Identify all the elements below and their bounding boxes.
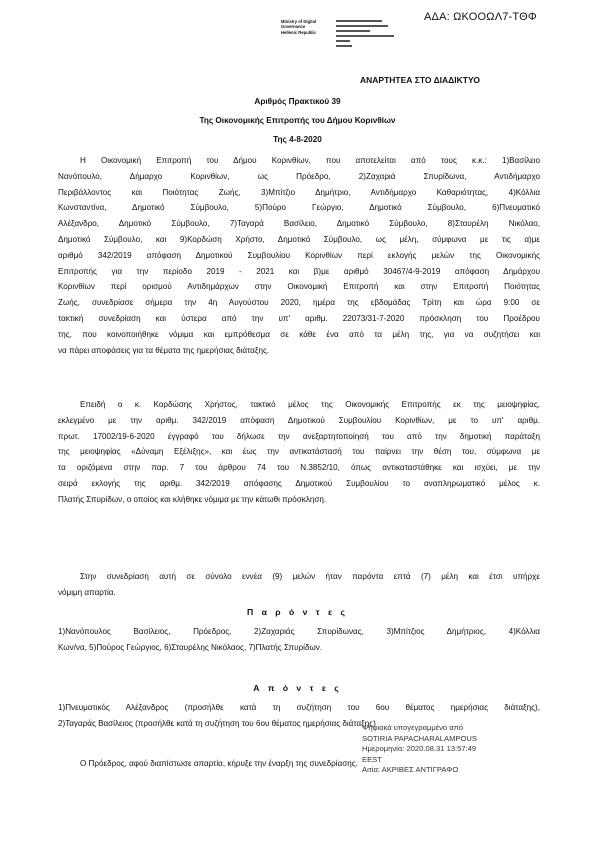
text-line: Κων/να, 5)Πούρος Γεώργιος, 6)Σταυρέλης Νικόλαος, 7)Πλατής Σπυρίδων. <box>58 642 323 652</box>
signer-name: SOTIRIA PAPACHARALAMPOUS <box>362 733 477 743</box>
ada-code: ΑΔΑ: ΩΚΟΟΩΛ7-ΤΘΦ <box>424 11 537 23</box>
text-line: σειρά εκλογής της αριθμ. 342/2019 απόφασης Δημοτικού Συμβουλίου το αναπληρωματικό μέλος κ. <box>58 478 540 488</box>
intro-paragraph <box>58 153 540 358</box>
posted-online-label: ΑΝΑΡΤΗΤΕΑ ΣΤΟ ΔΙΑΔΙΚΤΥΟ <box>360 75 480 85</box>
text-line: εκλεγμένο με την αριθμ. 342/2019 απόφαση Δημοτικού Συμβουλίου Κορινθίων, με το υπ' αριθμ. <box>58 415 540 425</box>
text-line: Ζωής, συνεδρίασε σήμερα την 4η Αυγούστου 2020, ημέρα της εβδομάδας Τρίτη και ώρα 9:00 σε <box>58 298 540 308</box>
signature-stamp-graphic <box>336 19 406 49</box>
text-line: Επιτροπής για την περίοδο 2019 - 2021 και β)με αριθμό 30467/4-9-2019 απόφαση Δημάρχου <box>58 266 540 276</box>
ministry-line: Ministry of Digital <box>281 19 317 24</box>
minutes-date: Της 4-8-2020 <box>273 135 322 144</box>
text-line: πρωτ. 17002/19-6-2020 έγγραφό του δήλωσε την ανεξαρτητοποίησή του από την δημοτική παράταξη <box>58 431 540 441</box>
text-line: τα οριζόμενα στην παρ. 7 του άρθρου 74 του Ν.3852/10, όπως αντικαταστάθηκε και ισχύει, με την <box>58 463 540 473</box>
text-line: 1)Πνευματικός Αλέξανδρος (προσήλθε κατά τη συζήτηση του 6ου θέματος ημερήσιας διάταξης), <box>58 703 540 712</box>
text-line: της μειοψηφίας «Δύναμη Εξέλιξης», και έως την αντικατάστασή του παίρνει την θέση του, σύμφωνα με <box>58 447 540 457</box>
ministry-line: Governance <box>281 24 306 30</box>
text-line: να πάρει αποφάσεις για τα θέματα της ημερήσιας διάταξης. <box>58 345 270 355</box>
text-line: Κωνσταντίνα, Δημοτικό Σύμβουλο, 5)Πούρο Γεώργιο, Δημοτικό Σύμβουλο, 6)Πνευματικό <box>58 203 540 213</box>
text-line: Περιβάλλοντος και Ποιότητας Ζωής, 3)Μπίτζιο Δημήτριο, Αντιδήμαρχο Καθαριότητας, 4)Κόλλια <box>58 187 540 197</box>
text-line: της, που κοινοποιήθηκε νόμιμα και εμπρόθεσμα σε κάθε ένα από τα μέλη της, για να συζητήσει και <box>58 329 540 339</box>
ministry-logo-text <box>281 19 316 35</box>
signature-timezone: EEST <box>362 754 382 764</box>
text-line: Δημοτικό Σύμβουλο, και 9)Κορδώση Χρήστο, Δημοτικό Σύμβουλο, ως μέλη, σύμφωνα με τις α)με <box>58 234 540 244</box>
closing-paragraph <box>58 756 540 772</box>
text-line: νόμιμη απαρτία. <box>58 587 116 597</box>
ministry-line: Hellenic Republic <box>281 29 316 35</box>
present-members-list <box>58 624 540 656</box>
text-line: 1)Νανόπουλος Βασίλειος, Πρόεδρος, 2)Ζαχαριάς Σπυρίδωνας, 3)Μπίτζιος Δημήτριος, 4)Κόλλια <box>58 627 540 636</box>
text-line: Νανόπουλο, Δήμαρχο Κορινθίων, ως Πρόεδρο, 2)Ζαχαριά Σπυρίδωνα, Αντιδήμαρχο <box>58 171 540 181</box>
present-heading: Π α ρ ό ν τ ε ς <box>247 607 348 617</box>
absent-heading: Α π ό ν τ ε ς <box>253 683 342 693</box>
text-line: τακτική συνεδρίαση και ύστερα από την υπ' αριθμ. 22073/31-7-2020 πρόσκληση του Προέδρου <box>58 313 540 323</box>
text-line: Στην συνεδρίαση αυτή σε σύνολο εννέα (9) μελών ήταν παρόντα επτά (7) μέλη και έτσι υπήρχε <box>80 572 540 581</box>
minutes-number: Αριθμός Πρακτικού 39 <box>254 97 341 106</box>
signature-line: Ψηφιακά υπογεγραμμένο από <box>362 723 464 732</box>
signature-reason: Αιτία: ΑΚΡΙΒΕΣ ΑΝΤΙΓΡΑΦΟ <box>362 765 459 775</box>
text-line: 2)Ταγαράς Βασίλειος (προσήλθε κατά τη συζήτηση του 6ου θέματος ημερήσιας διάταξης) <box>58 718 376 728</box>
text-line: Αλέξανδρο, Δημοτικό Σύμβουλο, 7)Ταγαρά Βασίλειο, Δημοτικό Σύμβουλο, 8)Σταυρέλη Νικόλαο, <box>58 219 540 229</box>
signature-date: Ημερομηνία: 2020.08.31 13:57:49 <box>362 744 477 754</box>
text-line: Επειδή ο κ. Κορδώσης Χρήστος, τακτικό μέλος της Οικονομικής Επιτροπής εκ της μειοψηφίας, <box>80 400 540 409</box>
committee-title: Της Οικονομικής Επιτροπής του Δήμου Κορινθίων <box>199 116 396 125</box>
text-line: αριθμό 342/2019 απόφαση Δημοτικού Συμβουλίου Κορινθίων περί εκλογής μελών της Οικονομικής <box>58 250 540 260</box>
replacement-paragraph <box>58 397 540 508</box>
text-line: Πλατής Σπυρίδων, ο οποίος και κλήθηκε νόμιμα με την κάτωθι πρόσκληση. <box>58 494 327 504</box>
quorum-paragraph <box>58 569 540 601</box>
text-line: Ο Πρόεδρος, αφού διαπίστωσε απαρτία, κήρυξε την έναρξη της συνεδρίασης. <box>80 759 358 768</box>
text-line: Η Οικονομική Επιτροπή του Δήμου Κορινθίων, που αποτελείται από τους κ.κ.: 1)Βασίλειο <box>80 156 540 165</box>
text-line: Κορινθίων περί ορισμού Αντιδημάρχων στην Οικονομική Επιτροπή και στην Επιτροπή Ποιότητας <box>58 282 540 292</box>
